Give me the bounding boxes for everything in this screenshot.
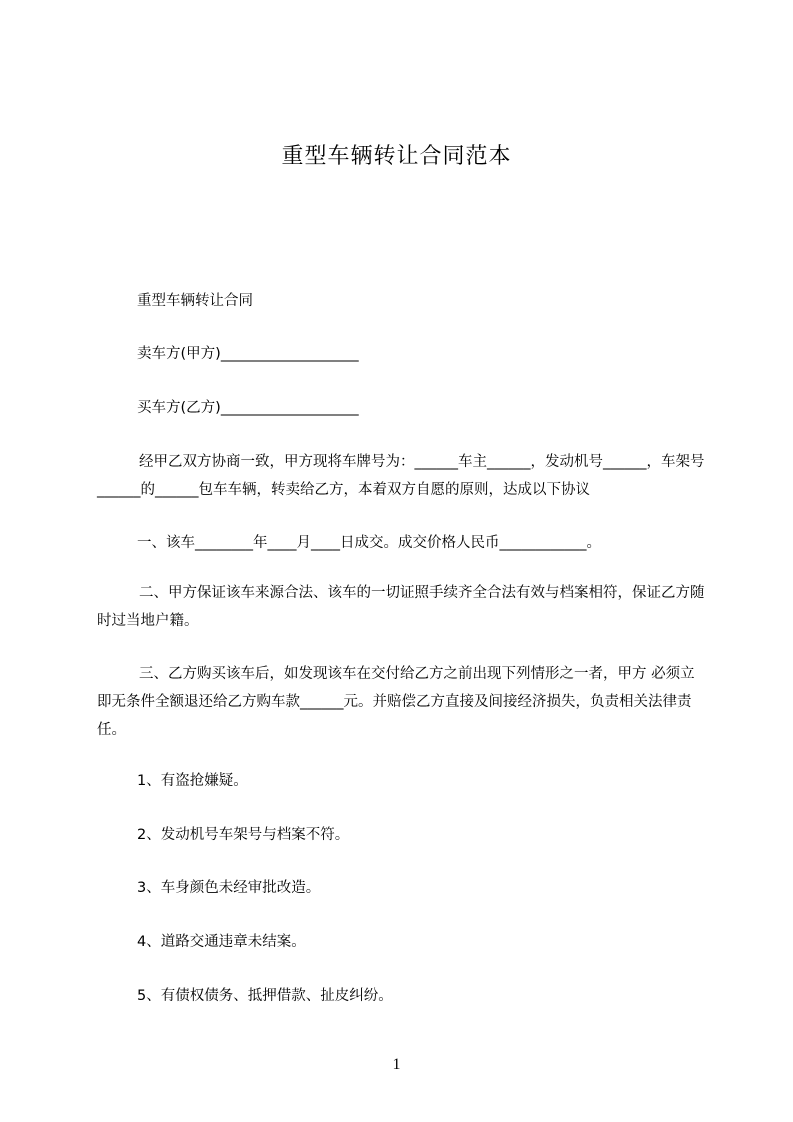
intro-paragraph: 经甲乙双方协商一致，甲方现将车牌号为：______车主______，发动机号______，车架号______的______包车车辆，转卖给乙方，本着双方自愿的原则，达成以下协议 bbox=[97, 454, 705, 498]
clause-2: 二、甲方保证该车来源合法、该车的一切证照手续齐全合法有效与档案相符，保证乙方随时过当地户籍。 bbox=[97, 585, 705, 629]
document-title: 重型车辆转让合同范本 bbox=[281, 144, 512, 169]
list-item: 5、有债权债务、抵押借款、扯皮纠纷。 bbox=[137, 988, 393, 1004]
list-item: 1、有盗抢嫌疑。 bbox=[137, 773, 248, 789]
list-item: 3、车身颜色未经审批改造。 bbox=[137, 880, 321, 896]
clause-3: 三、乙方购买该车后，如发现该车在交付给乙方之前出现下列情形之一者，甲方 必须立即无条件全额退还给乙方购车款______元。并赔偿乙方直接及间接经济损失，负责相关法律责任。 bbox=[97, 666, 695, 738]
seller-line: 卖车方(甲方)___________________ bbox=[137, 346, 359, 362]
buyer-line: 买车方(乙方)___________________ bbox=[137, 400, 359, 416]
page-number: 1 bbox=[392, 1056, 401, 1073]
list-item: 2、发动机号车架号与档案不符。 bbox=[137, 827, 350, 843]
contract-heading: 重型车辆转让合同 bbox=[137, 293, 253, 309]
clause-1: 一、该车________年____月____日成交。成交价格人民币____________。 bbox=[137, 535, 601, 551]
list-item: 4、道路交通违章未结案。 bbox=[137, 934, 306, 950]
